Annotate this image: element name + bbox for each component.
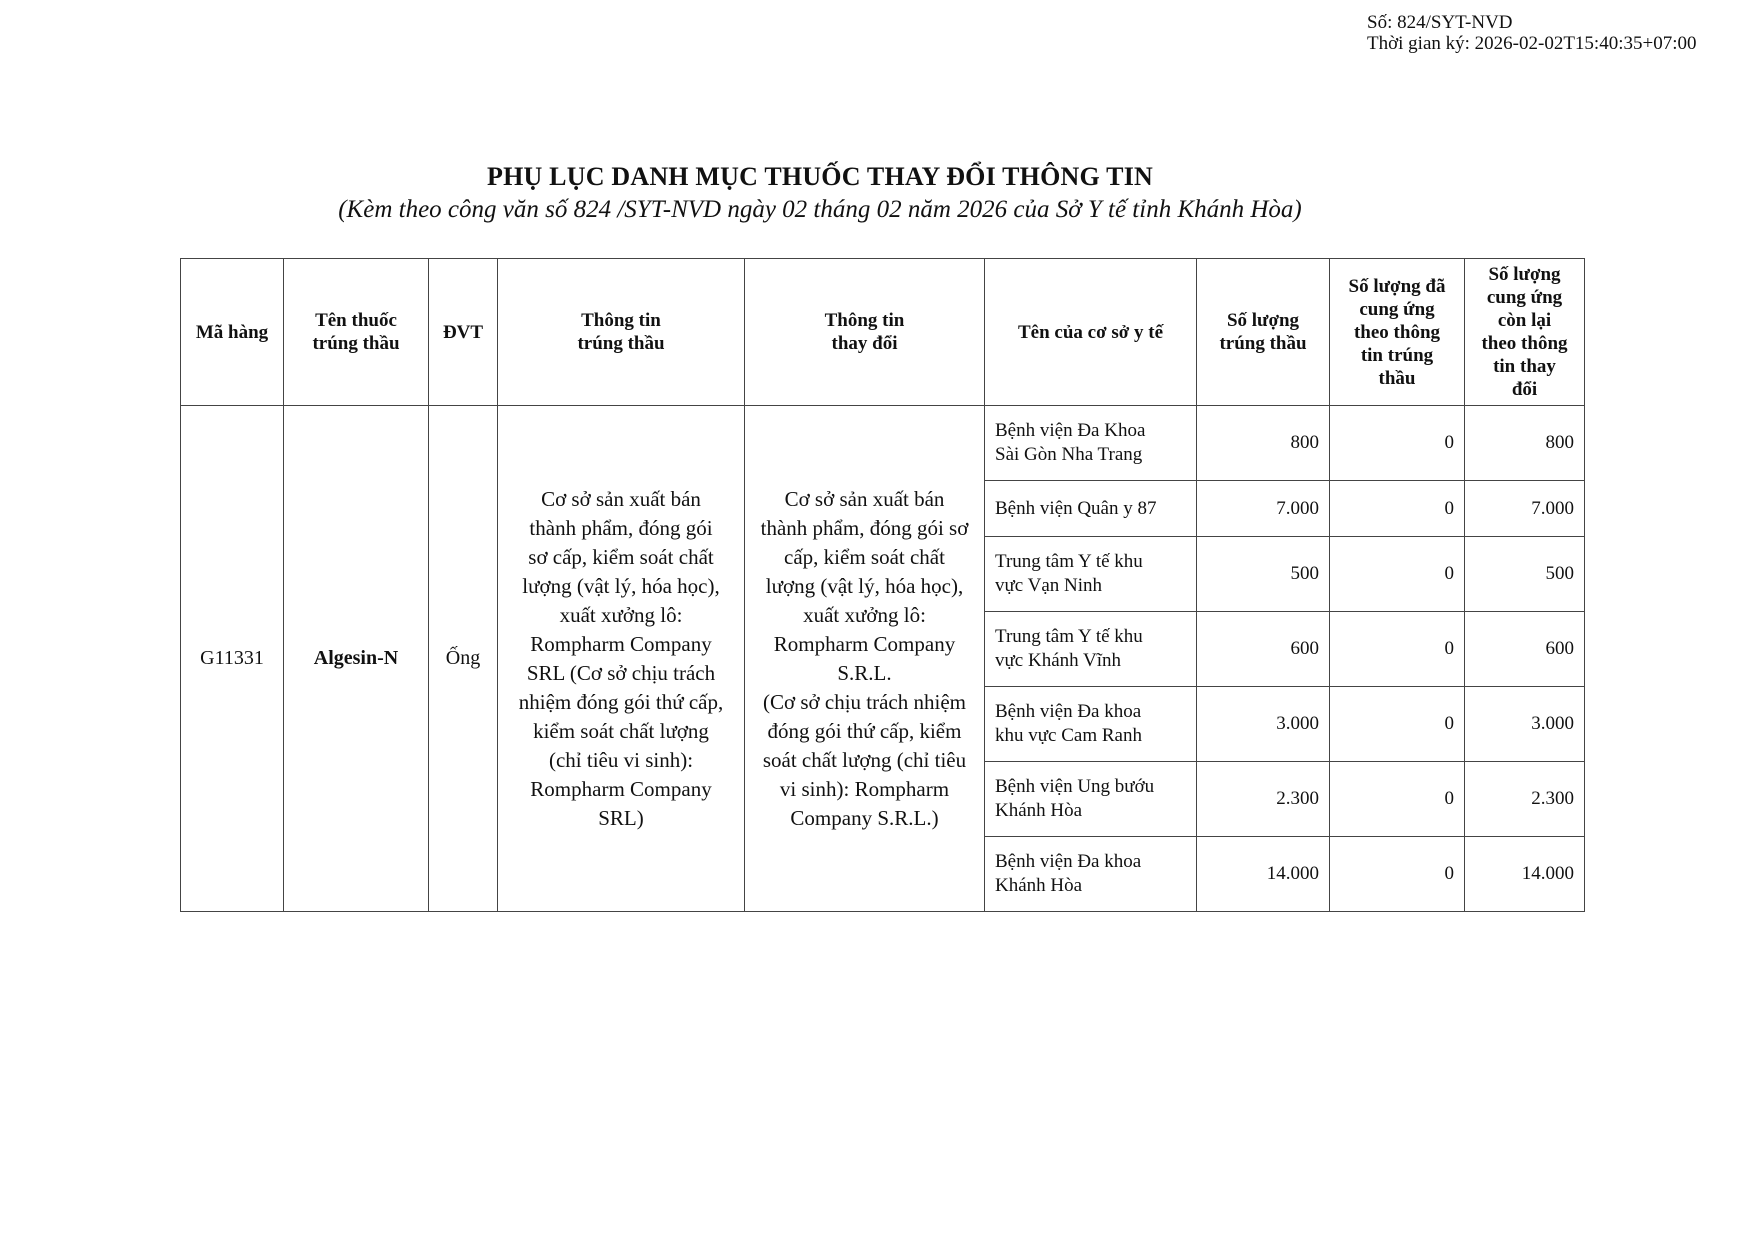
item-changed-info: Cơ sở sản xuất bán thành phẩm, đóng gói sơ cấp, kiểm soát chất lượng (vật lý, hóa học), xuất xưởng lô: Rompharm Company S.R.L. (Cơ sở chịu trách nhiệm đóng gói thứ cấp, kiểm soát chất lượng (chỉ tiêu vi sinh): Rompharm Company S.R.L.) xyxy=(745,406,985,912)
item-unit: Ống xyxy=(429,406,498,912)
bid-qty: 3.000 xyxy=(1197,687,1330,762)
table-header-row xyxy=(181,259,1585,406)
supplied-qty: 0 xyxy=(1330,481,1465,537)
supplied-qty: 0 xyxy=(1330,612,1465,687)
supplied-qty: 0 xyxy=(1330,406,1465,481)
facility-name: Trung tâm Y tế khu vực Vạn Ninh xyxy=(985,537,1197,612)
header-bid-info: Thông tin trúng thầu xyxy=(498,259,745,406)
bid-qty: 800 xyxy=(1197,406,1330,481)
bid-qty: 14.000 xyxy=(1197,837,1330,912)
facility-name: Bệnh viện Ung bướu Khánh Hòa xyxy=(985,762,1197,837)
header-changed-info: Thông tin thay đổi xyxy=(745,259,985,406)
remaining-qty: 3.000 xyxy=(1465,687,1585,762)
supplied-qty: 0 xyxy=(1330,762,1465,837)
remaining-qty: 800 xyxy=(1465,406,1585,481)
facility-name: Trung tâm Y tế khu vực Khánh Vĩnh xyxy=(985,612,1197,687)
supplied-qty: 0 xyxy=(1330,687,1465,762)
header-facility: Tên của cơ sở y tế xyxy=(985,259,1197,406)
header-unit: ĐVT xyxy=(429,259,498,406)
bid-qty: 7.000 xyxy=(1197,481,1330,537)
item-drug-name: Algesin-N xyxy=(284,406,429,912)
supplied-qty: 0 xyxy=(1330,837,1465,912)
item-code: G11331 xyxy=(181,406,284,912)
remaining-qty: 7.000 xyxy=(1465,481,1585,537)
remaining-qty: 500 xyxy=(1465,537,1585,612)
header-supplied-qty: Số lượng đã cung ứng theo thông tin trúng thầu xyxy=(1330,259,1465,406)
document-number: Số: 824/SYT-NVD xyxy=(1367,12,1513,33)
bid-qty: 500 xyxy=(1197,537,1330,612)
remaining-qty: 2.300 xyxy=(1465,762,1585,837)
header-drug-name: Tên thuốc trúng thầu xyxy=(284,259,429,406)
remaining-qty: 600 xyxy=(1465,612,1585,687)
facility-name: Bệnh viện Đa khoa Khánh Hòa xyxy=(985,837,1197,912)
header-remaining-qty: Số lượng cung ứng còn lại theo thông tin thay đổi xyxy=(1465,259,1585,406)
digital-signature-stamp xyxy=(1367,12,1747,54)
header-code: Mã hàng xyxy=(181,259,284,406)
bid-qty: 2.300 xyxy=(1197,762,1330,837)
drug-change-table xyxy=(180,258,1585,912)
facility-name: Bệnh viện Đa khoa khu vực Cam Ranh xyxy=(985,687,1197,762)
signed-time: Thời gian ký: 2026-02-02T15:40:35+07:00 xyxy=(1367,33,1697,54)
bid-qty: 600 xyxy=(1197,612,1330,687)
document-title: PHỤ LỤC DANH MỤC THUỐC THAY ĐỔI THÔNG TIN xyxy=(487,162,1153,191)
remaining-qty: 14.000 xyxy=(1465,837,1585,912)
header-bid-qty: Số lượng trúng thầu xyxy=(1197,259,1330,406)
table-row xyxy=(181,406,1585,481)
facility-name: Bệnh viện Quân y 87 xyxy=(985,481,1197,537)
item-bid-info: Cơ sở sản xuất bán thành phẩm, đóng gói sơ cấp, kiểm soát chất lượng (vật lý, hóa học), xuất xưởng lô: Rompharm Company SRL (Cơ sở chịu trách nhiệm đóng gói thứ cấp, kiểm soát chất lượng (chỉ tiêu vi sinh): Rompharm Company SRL) xyxy=(498,406,745,912)
supplied-qty: 0 xyxy=(1330,537,1465,612)
facility-name: Bệnh viện Đa Khoa Sài Gòn Nha Trang xyxy=(985,406,1197,481)
document-subtitle: (Kèm theo công văn số 824 /SYT-NVD ngày 02 tháng 02 năm 2026 của Sở Y tế tỉnh Khánh Hòa) xyxy=(338,196,1302,223)
